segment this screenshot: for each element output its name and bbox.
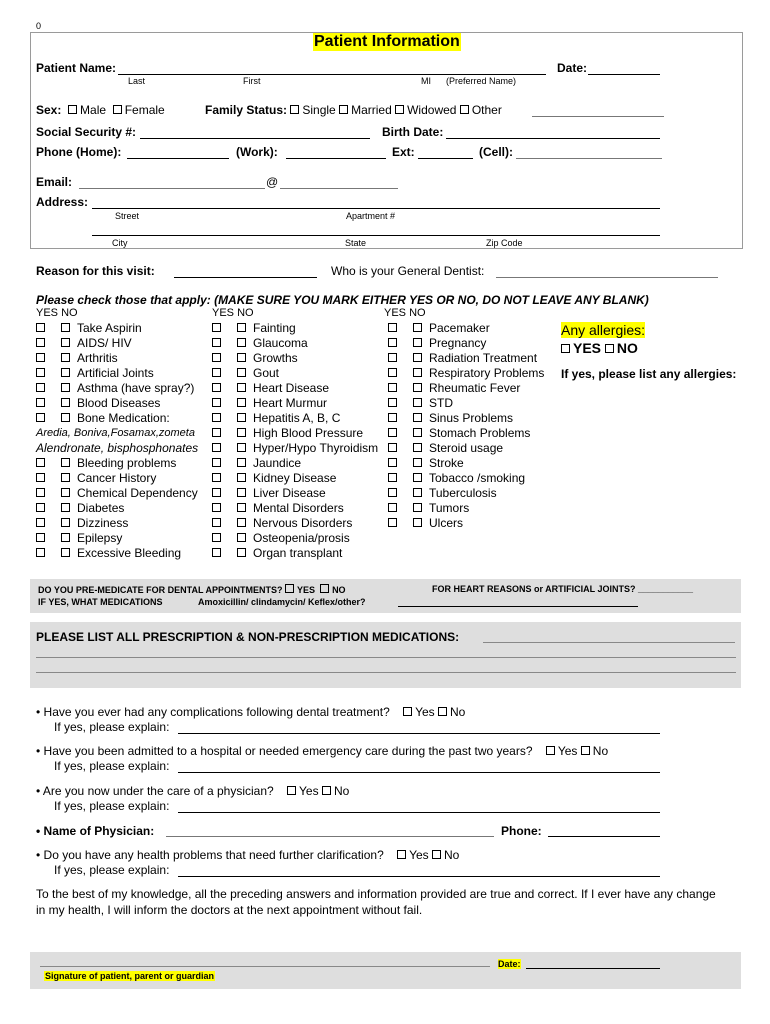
no-checkbox[interactable] [413,443,422,452]
no-checkbox[interactable] [61,368,70,377]
yes-checkbox[interactable] [212,413,221,422]
yes-checkbox[interactable] [36,518,45,527]
explain-label: If yes, please explain: [54,799,170,813]
birth-date-field[interactable] [446,138,660,139]
email-domain-field[interactable] [280,188,398,189]
yes-checkbox[interactable] [212,368,221,377]
checkbox-icon[interactable] [438,707,447,716]
condition-item [212,441,378,456]
no-checkbox[interactable] [237,338,246,347]
yes-checkbox[interactable] [36,458,45,467]
explain-field[interactable] [178,876,660,877]
condition-label: Hyper/Hypo Thyroidism [253,441,379,455]
yes-checkbox[interactable] [36,488,45,497]
family-single-option[interactable]: Single [290,103,335,117]
street-caption: Street [115,211,140,221]
condition-label: Mental Disorders [253,501,344,515]
condition-item [36,501,198,516]
condition-label: Diabetes [77,501,125,515]
yes-checkbox[interactable] [388,488,397,497]
condition-label: Gout [253,366,280,380]
bone-medication-note: Alendronate, bisphosphonates [36,441,199,455]
no-checkbox[interactable] [237,458,246,467]
yes-checkbox[interactable] [36,353,45,362]
condition-item [212,531,378,546]
condition-label: Stroke [429,456,464,470]
yes-no-header-1: YES NO [36,307,78,319]
checkbox-icon[interactable] [581,746,590,755]
condition-label: Stomach Problems [429,426,531,440]
condition-item [388,426,544,441]
no-checkbox[interactable] [413,503,422,512]
city-caption: City [112,238,128,248]
condition-label: Dizziness [77,516,129,530]
checkbox-icon[interactable] [546,746,555,755]
condition-label: Pregnancy [429,336,487,350]
no-checkbox[interactable] [61,488,70,497]
no-checkbox[interactable] [413,518,422,527]
premedicate-no-option[interactable]: NO [320,585,346,595]
page-number: 0 [36,21,42,31]
explain-field[interactable] [178,812,660,813]
condition-label: AIDS/ HIV [77,336,132,350]
condition-label: Bone Medication: [77,411,170,425]
yes-option[interactable]: Yes [546,744,578,758]
checkbox-icon[interactable] [605,344,614,353]
condition-item [388,486,544,501]
condition-item [36,516,198,531]
state-caption: State [345,238,367,248]
condition-item [36,396,198,411]
no-checkbox[interactable] [413,323,422,332]
date-label: Date: [557,61,588,75]
condition-column-2 [212,321,378,561]
yes-no-header-3: YES NO [384,307,426,319]
no-checkbox[interactable] [61,533,70,542]
dentist-field[interactable] [496,277,718,278]
condition-label: Artificial Joints [77,366,154,380]
checkbox-icon[interactable] [287,786,296,795]
condition-label: Tuberculosis [429,486,497,500]
condition-label: Respiratory Problems [429,366,545,380]
condition-label: Growths [253,351,298,365]
condition-item [36,381,198,396]
yes-checkbox[interactable] [212,383,221,392]
condition-label: Tumors [429,501,470,515]
physician-phone-field[interactable] [548,836,660,837]
condition-label: High Blood Pressure [253,426,364,440]
no-checkbox[interactable] [61,503,70,512]
condition-item [388,366,544,381]
condition-item [212,501,378,516]
condition-label: Tobacco /smoking [429,471,526,485]
bone-medication-note: Aredia, Boniva,Fosamax,zometa [36,427,195,439]
physician-name-label: • Name of Physician: [36,824,155,838]
condition-item [36,471,198,486]
no-checkbox[interactable] [237,473,246,482]
condition-label: Heart Disease [253,381,330,395]
checkbox-icon[interactable] [395,105,404,114]
yes-option[interactable]: Yes [397,848,429,862]
physician-name-field[interactable] [166,836,494,837]
condition-item [388,516,544,531]
yes-checkbox[interactable] [388,413,397,422]
yes-checkbox[interactable] [388,473,397,482]
allergy-list-label: If yes, please list any allergies: [561,367,737,381]
phone-home-label: Phone (Home): [36,145,122,159]
no-checkbox[interactable] [61,473,70,482]
zip-caption: Zip Code [486,238,523,248]
condition-label: Epilepsy [77,531,123,545]
yes-checkbox[interactable] [388,458,397,467]
yes-checkbox[interactable] [388,383,397,392]
attestation-text: To the best of my knowledge, all the preceding answers and information provided are true and correct. If I ever have any change in my health, I will inform the doctors at the next appointment without fail. [36,887,716,917]
no-checkbox[interactable] [413,458,422,467]
no-checkbox[interactable] [413,383,422,392]
patient-name-field[interactable] [118,74,546,75]
no-checkbox[interactable] [237,518,246,527]
phone-ext-label: Ext: [392,145,415,159]
no-checkbox[interactable] [61,518,70,527]
checkbox-icon[interactable] [285,584,294,593]
yes-checkbox[interactable] [388,368,397,377]
condition-item [36,531,198,546]
mi-caption: MI [421,76,431,86]
phone-work-field[interactable] [286,158,386,159]
yes-checkbox[interactable] [212,458,221,467]
yes-checkbox[interactable] [388,353,397,362]
yes-checkbox[interactable] [212,428,221,437]
checkbox-icon[interactable] [290,105,299,114]
condition-label: Cancer History [77,471,157,485]
no-option[interactable]: No [438,705,465,719]
condition-item [212,381,378,396]
yes-checkbox[interactable] [212,488,221,497]
checkbox-icon[interactable] [403,707,412,716]
preferred-name-caption: (Preferred Name) [446,76,517,86]
yes-option[interactable]: Yes [287,784,319,798]
no-checkbox[interactable] [61,353,70,362]
signature-field[interactable] [40,966,490,967]
yes-checkbox[interactable] [388,338,397,347]
yes-checkbox[interactable] [36,533,45,542]
no-checkbox[interactable] [61,338,70,347]
no-checkbox[interactable] [413,368,422,377]
condition-item [212,396,378,411]
premed-medication-examples: Amoxicillin/ clindamycin/ Keflex/other? [198,597,366,607]
allergy-yes-option[interactable]: YES [561,340,601,356]
bullet: • [36,744,41,758]
condition-item [212,486,378,501]
checkbox-icon[interactable] [322,786,331,795]
yes-checkbox[interactable] [212,518,221,527]
condition-item [388,471,544,486]
medications-field[interactable] [36,657,736,658]
condition-label: Sinus Problems [429,411,514,425]
no-checkbox[interactable] [237,488,246,497]
reason-field[interactable] [174,277,317,278]
yes-checkbox[interactable] [36,338,45,347]
condition-label: STD [429,396,453,410]
signature-label: Signature of patient, parent or guardian [45,971,215,981]
checkbox-icon[interactable] [460,105,469,114]
condition-label: Glaucoma [253,336,308,350]
ssn-label: Social Security #: [36,125,137,139]
condition-item [388,396,544,411]
condition-item [36,336,198,351]
bullet: • [36,848,41,862]
apartment-caption: Apartment # [346,211,396,221]
phone-home-field[interactable] [127,158,229,159]
yes-checkbox[interactable] [36,473,45,482]
no-checkbox[interactable] [61,383,70,392]
street-address-field[interactable] [92,208,660,209]
yes-no-header-2: YES NO [212,307,254,319]
condition-label: Blood Diseases [77,396,161,410]
yes-checkbox[interactable] [388,443,397,452]
condition-label: Heart Murmur [253,396,328,410]
no-checkbox[interactable] [413,338,422,347]
yes-checkbox[interactable] [212,473,221,482]
condition-item [212,321,378,336]
yes-checkbox[interactable] [212,353,221,362]
signature-date-field[interactable] [526,968,660,969]
no-checkbox[interactable] [61,398,70,407]
no-checkbox[interactable] [237,533,246,542]
yes-checkbox[interactable] [388,398,397,407]
yes-checkbox[interactable] [388,323,397,332]
yes-checkbox[interactable] [212,533,221,542]
no-checkbox[interactable] [413,413,422,422]
family-other-field[interactable] [532,116,664,117]
yes-checkbox[interactable] [36,398,45,407]
yes-checkbox[interactable] [212,338,221,347]
condition-item [212,336,378,351]
premed-medications-label: IF YES, WHAT MEDICATIONS [38,597,163,607]
yes-checkbox[interactable] [36,323,45,332]
sex-label: Sex: [36,103,62,117]
no-checkbox[interactable] [61,548,70,557]
address-label: Address: [36,195,89,209]
condition-item [212,516,378,531]
condition-label: Fainting [253,321,296,335]
explain-label: If yes, please explain: [54,759,170,773]
condition-label: Ulcers [429,516,464,530]
no-checkbox[interactable] [61,413,70,422]
condition-item [36,546,198,561]
yes-checkbox[interactable] [36,368,45,377]
medications-label: PLEASE LIST ALL PRESCRIPTION & NON-PRESCRIPTION MEDICATIONS: [36,630,460,644]
email-user-field[interactable] [79,188,265,189]
condition-item [36,486,198,501]
condition-label: Kidney Disease [253,471,337,485]
condition-label: Take Aspirin [77,321,142,335]
phone-work-label: (Work): [236,145,278,159]
condition-item [212,546,378,561]
condition-label: Osteopenia/prosis [253,531,350,545]
no-checkbox[interactable] [61,458,70,467]
condition-label: Nervous Disorders [253,516,353,530]
condition-label: Pacemaker [429,321,490,335]
email-at-sign: @ [266,175,279,189]
condition-item [388,321,544,336]
medications-field[interactable] [36,672,736,673]
no-checkbox[interactable] [237,323,246,332]
no-checkbox[interactable] [413,473,422,482]
no-option[interactable]: No [432,848,459,862]
no-checkbox[interactable] [237,548,246,557]
phone-cell-label: (Cell): [479,145,513,159]
no-checkbox[interactable] [61,323,70,332]
checkbox-icon[interactable] [320,584,329,593]
yes-checkbox[interactable] [36,413,45,422]
checkbox-icon[interactable] [397,850,406,859]
reason-label: Reason for this visit: [36,264,155,278]
no-checkbox[interactable] [413,428,422,437]
yes-checkbox[interactable] [388,503,397,512]
yes-checkbox[interactable] [212,443,221,452]
physician-phone-label: Phone: [501,824,542,838]
condition-label: Excessive Bleeding [77,546,182,560]
checkbox-icon[interactable] [339,105,348,114]
explain-field[interactable] [178,772,660,773]
premed-medications-field[interactable] [398,606,638,607]
yes-checkbox[interactable] [388,428,397,437]
heart-reasons-question: FOR HEART REASONS or ARTIFICIAL JOINTS? ___________ [432,584,694,594]
page-title: Patient Information [314,33,460,50]
date-field[interactable] [588,74,660,75]
yes-option[interactable]: Yes [403,705,435,719]
condition-item [212,366,378,381]
condition-item [36,351,198,366]
allergies-label: Any allergies: [561,322,646,338]
allergy-no-option[interactable]: NO [605,340,638,356]
condition-item [212,471,378,486]
family-other-option[interactable]: Other [460,103,502,117]
premedicate-question: DO YOU PRE-MEDICATE FOR DENTAL APPOINTMENTS? [38,585,283,595]
yes-checkbox[interactable] [212,503,221,512]
explain-label: If yes, please explain: [54,720,170,734]
question-complications: • Have you ever had any complications following dental treatment? Yes No [36,705,466,719]
condition-column-1 [36,321,198,561]
yes-checkbox[interactable] [212,323,221,332]
no-checkbox[interactable] [237,383,246,392]
checkbox-icon[interactable] [432,850,441,859]
checklist-instruction: Please check those that apply: (MAKE SURE YOU MARK EITHER YES OR NO, DO NOT LEAVE ANY BLANK) [36,293,649,307]
yes-checkbox[interactable] [36,383,45,392]
condition-label: Organ transplant [253,546,343,560]
no-checkbox[interactable] [237,443,246,452]
family-married-option[interactable]: Married [339,103,392,117]
email-label: Email: [36,175,73,189]
checkbox-icon[interactable] [113,105,122,114]
no-checkbox[interactable] [237,413,246,422]
no-option[interactable]: No [322,784,349,798]
birth-date-label: Birth Date: [382,125,444,139]
no-checkbox[interactable] [413,398,422,407]
sex-male-option[interactable]: Male [68,103,106,117]
yes-checkbox[interactable] [212,548,221,557]
yes-checkbox[interactable] [388,518,397,527]
condition-item [36,366,198,381]
condition-item [388,411,544,426]
signature-date-label: Date: [498,959,521,969]
no-checkbox[interactable] [237,353,246,362]
dentist-label: Who is your General Dentist: [331,264,485,278]
condition-label: Radiation Treatment [429,351,538,365]
checkbox-icon[interactable] [68,105,77,114]
last-name-caption: Last [128,76,146,86]
condition-label: Chemical Dependency [77,486,198,500]
condition-item [388,381,544,396]
family-widowed-option[interactable]: Widowed [395,103,456,117]
sex-female-option[interactable]: Female [113,103,165,117]
no-option[interactable]: No [581,744,608,758]
condition-item [388,456,544,471]
condition-label: Bleeding problems [77,456,177,470]
checkbox-icon[interactable] [561,344,570,353]
ssn-field[interactable] [140,138,370,139]
yes-checkbox[interactable] [212,398,221,407]
medications-field[interactable] [483,642,735,643]
condition-item [36,456,198,471]
question-physician-care: • Are you now under the care of a physician? Yes No [36,784,350,798]
explain-field[interactable] [178,733,660,734]
no-checkbox[interactable] [413,353,422,362]
condition-label: Arthritis [77,351,118,365]
condition-label: Steroid usage [429,441,504,455]
condition-item [36,411,198,426]
family-status-label: Family Status: [205,103,288,117]
question-hospital: • Have you been admitted to a hospital or needed emergency care during the past two years? Yes No [36,744,609,758]
patient-name-label: Patient Name: [36,61,117,75]
condition-item [388,441,544,456]
question-health-problems: • Do you have any health problems that need further clarification? Yes No [36,848,460,862]
no-checkbox[interactable] [413,488,422,497]
no-checkbox[interactable] [237,398,246,407]
condition-label: Hepatitis A, B, C [253,411,341,425]
condition-label: Asthma (have spray?) [77,381,195,395]
condition-label: Jaundice [253,456,302,470]
yes-checkbox[interactable] [36,503,45,512]
condition-item [388,336,544,351]
bullet: • [36,784,41,798]
condition-item [212,411,378,426]
condition-label: Rheumatic Fever [429,381,521,395]
no-checkbox[interactable] [237,428,246,437]
phone-cell-field[interactable] [516,158,662,159]
no-checkbox[interactable] [237,368,246,377]
phone-ext-field[interactable] [418,158,473,159]
condition-item [212,456,378,471]
premedicate-yes-option[interactable]: YES [285,585,315,595]
condition-item [388,501,544,516]
yes-checkbox[interactable] [36,548,45,557]
first-name-caption: First [243,76,261,86]
condition-item [212,351,378,366]
condition-item [36,321,198,336]
bullet: • [36,705,41,719]
city-state-zip-field[interactable] [92,235,660,236]
no-checkbox[interactable] [237,503,246,512]
condition-column-3 [388,321,544,531]
condition-item [212,426,378,441]
condition-item [388,351,544,366]
bullet: • [36,824,41,838]
condition-label: Liver Disease [253,486,326,500]
explain-label: If yes, please explain: [54,863,170,877]
